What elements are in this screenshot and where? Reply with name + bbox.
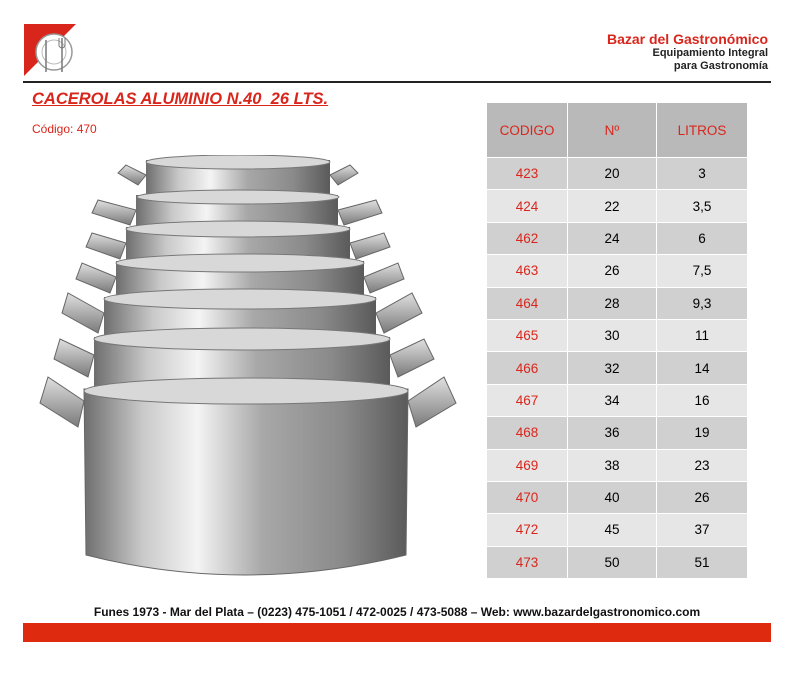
cell-liters: 14 — [657, 352, 748, 384]
cell-liters: 9,3 — [657, 287, 748, 319]
cell-liters: 19 — [657, 417, 748, 449]
col-header-numero: Nº — [568, 103, 657, 158]
table-row — [487, 449, 748, 481]
brand-block — [607, 31, 768, 73]
table-row — [487, 352, 748, 384]
cell-code: 423 — [487, 158, 568, 190]
table-row — [487, 287, 748, 319]
footer-bar — [23, 623, 771, 642]
cell-number: 38 — [568, 449, 657, 481]
col-header-litros: LITROS — [657, 103, 748, 158]
cell-code: 469 — [487, 449, 568, 481]
table-row — [487, 190, 748, 222]
stacked-aluminum-pots-image — [38, 155, 464, 587]
cell-liters: 11 — [657, 319, 748, 351]
cell-number: 40 — [568, 481, 657, 513]
brand-tagline-1: Equipamiento Integral — [652, 47, 768, 59]
cell-number: 45 — [568, 514, 657, 546]
table-row — [487, 319, 748, 351]
cell-number: 50 — [568, 546, 657, 578]
cell-code: 424 — [487, 190, 568, 222]
brand-tagline-2: para Gastronomía — [673, 60, 768, 72]
cell-liters: 3 — [657, 158, 748, 190]
product-code: Código: 470 — [32, 122, 97, 136]
footer-contact: Funes 1973 - Mar del Plata – (0223) 475-1051 / 472-0025 / 473-5088 – Web: www.bazardelgastronomico.com — [93, 605, 701, 619]
table-row — [487, 255, 748, 287]
table-row — [487, 222, 748, 254]
table-row — [487, 481, 748, 513]
price-table — [486, 102, 748, 579]
brand-name: Bazar del Gastronómico — [606, 31, 768, 47]
table-row — [487, 417, 748, 449]
table-row — [487, 546, 748, 578]
table-row — [487, 158, 748, 190]
header-divider — [23, 81, 771, 83]
cell-code: 463 — [487, 255, 568, 287]
cell-liters: 6 — [657, 222, 748, 254]
cell-code: 462 — [487, 222, 568, 254]
cell-code: 472 — [487, 514, 568, 546]
cell-number: 20 — [568, 158, 657, 190]
cell-number: 26 — [568, 255, 657, 287]
cell-code: 465 — [487, 319, 568, 351]
cell-code: 467 — [487, 384, 568, 416]
cell-code: 470 — [487, 481, 568, 513]
cell-number: 22 — [568, 190, 657, 222]
cell-number: 32 — [568, 352, 657, 384]
cell-liters: 7,5 — [657, 255, 748, 287]
cell-liters: 3,5 — [657, 190, 748, 222]
cell-liters: 26 — [657, 481, 748, 513]
table-row — [487, 384, 748, 416]
cell-code: 464 — [487, 287, 568, 319]
table-row — [487, 514, 748, 546]
cell-number: 30 — [568, 319, 657, 351]
cell-code: 473 — [487, 546, 568, 578]
cell-number: 36 — [568, 417, 657, 449]
cell-number: 28 — [568, 287, 657, 319]
brand-logo — [24, 24, 76, 76]
cell-code: 468 — [487, 417, 568, 449]
cell-liters: 51 — [657, 546, 748, 578]
cell-number: 24 — [568, 222, 657, 254]
cell-code: 466 — [487, 352, 568, 384]
cell-liters: 16 — [657, 384, 748, 416]
col-header-codigo: CODIGO — [487, 103, 568, 158]
cell-liters: 23 — [657, 449, 748, 481]
cell-number: 34 — [568, 384, 657, 416]
table-header-row — [487, 103, 748, 158]
cell-liters: 37 — [657, 514, 748, 546]
product-title: CACEROLAS ALUMINIO N.40 26 LTS. — [32, 90, 329, 108]
